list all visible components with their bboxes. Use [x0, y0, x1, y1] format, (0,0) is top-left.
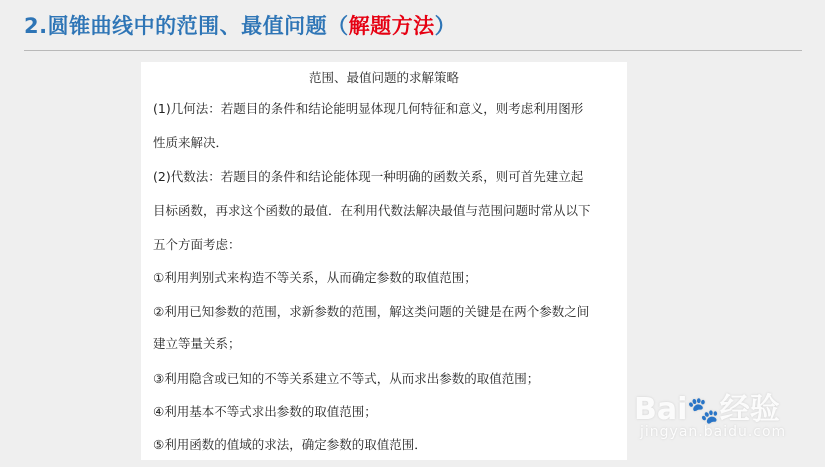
document-line: ①利用判别式来构造不等关系，从而确定参数的取值范围；: [153, 270, 477, 285]
watermark-brand-right: 经验: [719, 392, 780, 427]
document-line: 建立等量关系；: [153, 336, 241, 351]
strategy-document: [141, 62, 627, 460]
slide-title: [24, 10, 456, 40]
document-line: 五个方面考虑：: [153, 237, 241, 252]
document-line: ②利用已知参数的范围，求新参数的范围，解这类问题的关键是在两个参数之间: [153, 304, 590, 319]
document-heading: 范围、最值问题的求解策略: [308, 70, 459, 85]
slide-title-main: 2.圆锥曲线中的范围、最值问题（: [24, 14, 349, 38]
slide-title-accent: 解题方法: [348, 14, 435, 38]
document-line: ③利用隐含或已知的不等关系建立不等式，从而求出参数的取值范围；: [153, 371, 540, 386]
paw-icon: 🐾: [687, 396, 720, 426]
document-line: 目标函数，再求这个函数的最值．在利用代数法解决最值与范围问题时常从以下: [153, 203, 591, 218]
document-line: (1)几何法：若题目的条件和结论能明显体现几何特征和意义，则考虑利用图形: [153, 101, 584, 116]
document-line: ④利用基本不等式求出参数的取值范围；: [153, 404, 377, 419]
document-line: 性质来解决．: [153, 135, 229, 150]
document-line: ⑤利用函数的值域的求法，确定参数的取值范围．: [153, 437, 427, 452]
title-divider: [24, 50, 802, 51]
baidu-watermark: [634, 384, 814, 454]
watermark-brand-left: Bai: [634, 392, 688, 427]
watermark-brand: [634, 384, 780, 428]
watermark-url: jingyan.baidu.com: [640, 424, 787, 440]
slide-title-close: ）: [434, 14, 457, 38]
document-line: (2)代数法：若题目的条件和结论能体现一种明确的函数关系，则可首先建立起: [153, 169, 584, 184]
